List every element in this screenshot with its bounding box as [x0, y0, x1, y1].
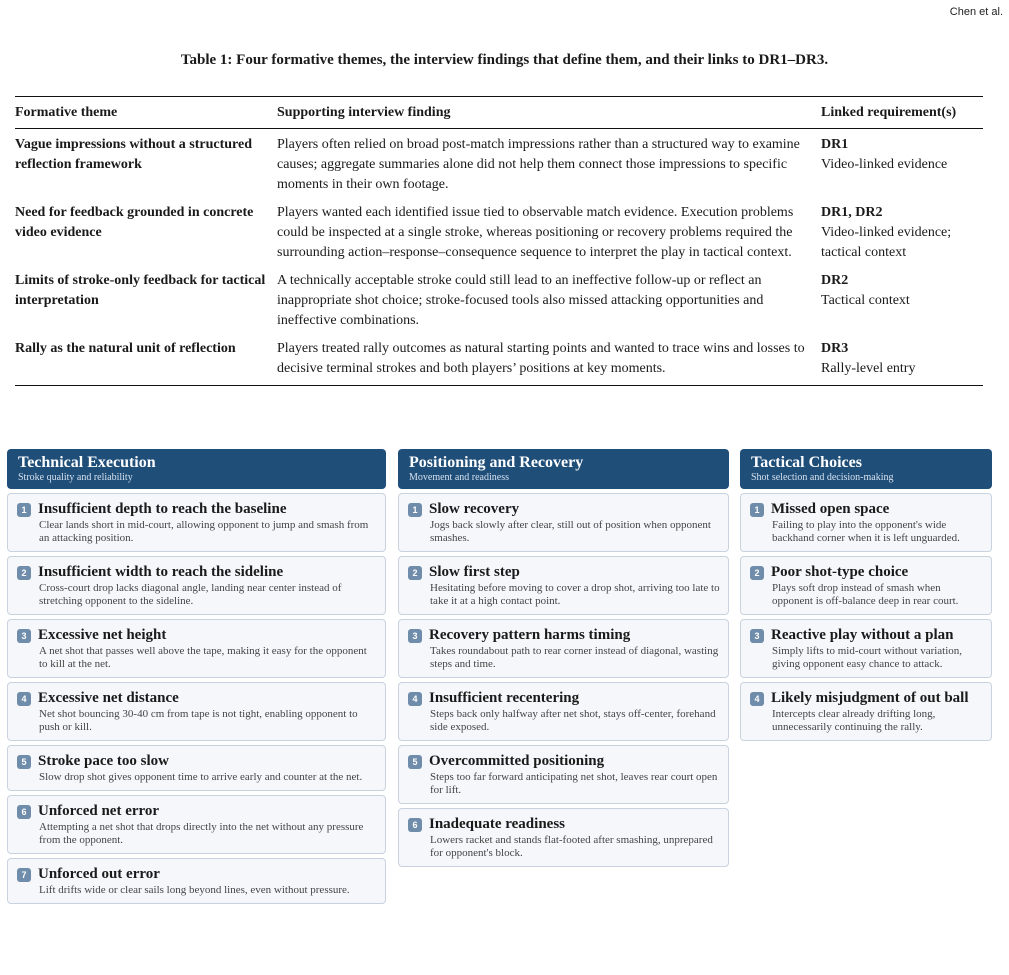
number-badge: 3 [750, 629, 764, 643]
issue-description: Net shot bouncing 30-40 cm from tape is not tight, enabling opponent to push or kill. [39, 708, 358, 733]
issue-card [7, 682, 386, 741]
issue-description: Hesitating before moving to cover a drop shot, arriving too late to take it at a high contact point. [430, 582, 720, 607]
issue-description: Plays soft drop instead of smash when opponent is off-balance deep in rear court. [772, 582, 959, 607]
issue-description: Failing to play into the opponent's wide backhand corner when it is left unguarded. [772, 519, 960, 544]
requirement-code: DR3 [821, 341, 849, 356]
header-finding: Supporting interview finding [277, 105, 451, 120]
panel-title: Tactical Choices [751, 454, 862, 471]
panel-header [740, 449, 992, 489]
issue-title: Insufficient recentering [429, 690, 580, 706]
issue-card [740, 556, 992, 615]
panel-tactical-choices [740, 449, 992, 741]
issue-title: Inadequate readiness [429, 816, 565, 832]
requirement-desc: Video-linked evidence [821, 157, 948, 172]
issue-description: Steps too far forward anticipating net shot, leaves rear court open for lift. [430, 771, 718, 796]
issue-description: Clear lands short in mid-court, allowing opponent to jump and smash from an attacking position. [39, 519, 369, 544]
requirement-cell [821, 334, 983, 386]
header-theme: Formative theme [15, 105, 118, 120]
number-badge: 4 [408, 692, 422, 706]
issue-title: Unforced net error [38, 803, 160, 819]
table-header-row [15, 97, 983, 129]
number-badge: 4 [17, 692, 31, 706]
issue-title: Poor shot-type choice [771, 564, 909, 580]
panel-title: Positioning and Recovery [409, 454, 584, 471]
finding-cell: Players treated rally outcomes as natural starting points and wanted to trace wins and losses to decisive terminal strokes and both players’ positions at key moments. [277, 341, 805, 376]
issue-description: Steps back only halfway after net shot, stays off-center, forehand side exposed. [430, 708, 716, 733]
panel-subtitle: Stroke quality and reliability [18, 472, 133, 483]
issue-title: Insufficient depth to reach the baseline [38, 501, 287, 517]
issue-title: Stroke pace too slow [38, 753, 169, 769]
issue-description: Jogs back slowly after clear, still out of position when opponent smashes. [430, 519, 711, 544]
number-badge: 1 [17, 503, 31, 517]
issue-description: Lift drifts wide or clear sails long beyond lines, even without pressure. [39, 884, 350, 896]
issue-card [7, 745, 386, 791]
number-badge: 4 [750, 692, 764, 706]
number-badge: 1 [750, 503, 764, 517]
number-badge: 5 [17, 755, 31, 769]
issue-card [398, 745, 729, 804]
issue-title: Recovery pattern harms timing [429, 627, 631, 643]
panel-header [398, 449, 729, 489]
issue-title: Unforced out error [38, 866, 160, 882]
issue-title: Slow first step [429, 564, 520, 580]
table-row [15, 129, 983, 199]
panel-subtitle: Movement and readiness [409, 472, 509, 483]
issue-title: Excessive net distance [38, 690, 179, 706]
issue-description: A net shot that passes well above the tape, making it easy for the opponent to kill at the net. [39, 645, 367, 670]
issue-title: Missed open space [771, 501, 890, 517]
issue-title: Slow recovery [429, 501, 520, 517]
finding-cell: Players wanted each identified issue tied to observable match evidence. Execution problems could be inspected at a single stroke, whereas positioning or recovery problems required the surrounding action–response–consequence sequence to interpret the play in tactical context. [277, 205, 794, 260]
requirement-code: DR2 [821, 273, 849, 288]
issue-description: Simply lifts to mid-court without variation, giving opponent easy chance to attack. [772, 645, 963, 670]
table-row [15, 198, 983, 266]
number-badge: 2 [408, 566, 422, 580]
number-badge: 3 [408, 629, 422, 643]
theme-cell: Vague impressions without a structured reflection framework [15, 137, 252, 172]
theme-cell: Limits of stroke-only feedback for tactical interpretation [15, 273, 266, 308]
theme-cell: Rally as the natural unit of reflection [15, 341, 236, 356]
issue-card [7, 556, 386, 615]
table-caption: Table 1: Four formative themes, the interview findings that define them, and their links to DR1–DR3. [180, 52, 829, 68]
panel-subtitle: Shot selection and decision-making [751, 472, 894, 483]
number-badge: 1 [408, 503, 422, 517]
themes-table [15, 96, 983, 386]
issue-description: Takes roundabout path to rear corner instead of diagonal, wasting steps and time. [430, 645, 719, 670]
issue-card [398, 556, 729, 615]
issue-card [740, 682, 992, 741]
requirement-code: DR1 [821, 137, 849, 152]
number-badge: 5 [408, 755, 422, 769]
table-row [15, 334, 983, 386]
requirement-cell [821, 198, 983, 266]
issue-title: Likely misjudgment of out ball [771, 690, 969, 706]
issue-card [7, 858, 386, 904]
issue-description: Cross-court drop lacks diagonal angle, landing near center instead of stretching opponent to the sideline. [39, 582, 342, 607]
number-badge: 2 [17, 566, 31, 580]
issue-title: Reactive play without a plan [771, 627, 954, 643]
requirement-cell [821, 266, 983, 334]
requirement-code: DR1, DR2 [821, 205, 883, 220]
issue-description: Intercepts clear already drifting long, unnecessarily continuing the rally. [772, 708, 936, 733]
theme-cell: Need for feedback grounded in concrete video evidence [15, 205, 254, 240]
header-requirement: Linked requirement(s) [821, 105, 957, 120]
panel-technical-execution [7, 449, 386, 904]
number-badge: 3 [17, 629, 31, 643]
issue-card [7, 493, 386, 552]
issue-description: Slow drop shot gives opponent time to arrive early and counter at the net. [39, 771, 363, 783]
issue-card [7, 795, 386, 854]
issue-title: Overcommitted positioning [429, 753, 605, 769]
issue-description: Lowers racket and stands flat-footed after smashing, unprepared for opponent's block. [430, 834, 713, 859]
issue-card [7, 619, 386, 678]
finding-cell: A technically acceptable stroke could still lead to an ineffective follow-up or reflect an inappropriate shot choice; stroke-focused tools also missed attacking opportunities and ineffective combinations. [277, 273, 764, 328]
finding-cell: Players often relied on broad post-match impressions rather than a structured way to examine causes; aggregate summaries alone did not help them connect those impressions to specific moments in their own footage. [277, 137, 800, 192]
issue-card [398, 682, 729, 741]
requirement-desc: Rally-level entry [821, 361, 916, 376]
issue-card [398, 808, 729, 867]
number-badge: 6 [408, 818, 422, 832]
issue-card [740, 619, 992, 678]
requirement-desc: Video-linked evidence; tactical context [821, 225, 952, 260]
issue-description: Attempting a net shot that drops directly into the net without any pressure from the opponent. [39, 821, 364, 846]
panel-header [7, 449, 386, 489]
panel-title: Technical Execution [18, 454, 156, 471]
issue-card [398, 619, 729, 678]
panel-positioning-recovery [398, 449, 729, 867]
number-badge: 6 [17, 805, 31, 819]
issue-title: Insufficient width to reach the sideline [38, 564, 284, 580]
issue-card [398, 493, 729, 552]
issue-title: Excessive net height [38, 627, 167, 643]
number-badge: 2 [750, 566, 764, 580]
requirement-desc: Tactical context [821, 293, 910, 308]
number-badge: 7 [17, 868, 31, 882]
running-head: Chen et al. [949, 6, 1003, 18]
table-row [15, 266, 983, 334]
issue-card [740, 493, 992, 552]
requirement-cell [821, 129, 983, 199]
